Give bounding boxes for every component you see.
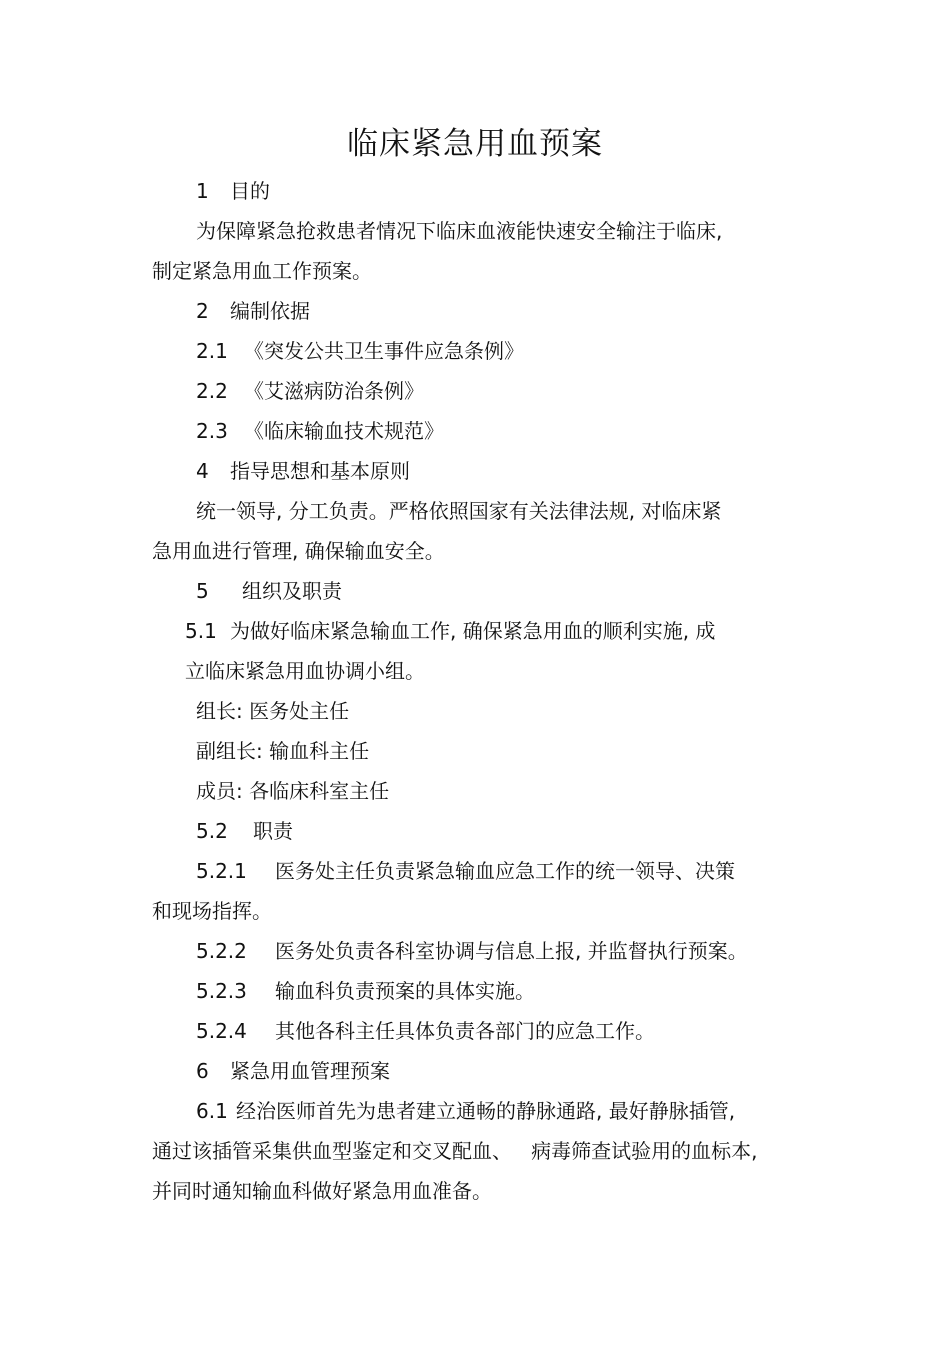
- item-text: 其他各科主任具体负责各部门的应急工作。: [275, 1019, 655, 1043]
- item-number: 5.2.2: [196, 939, 247, 963]
- member-line: [196, 697, 349, 725]
- section-text: 组织及职责: [242, 579, 342, 603]
- list-item: [196, 817, 293, 845]
- item-number: 2.2: [196, 379, 228, 403]
- paragraph-text: 制定紧急用血工作预案。: [152, 259, 372, 283]
- list-item: [196, 977, 535, 1005]
- section-heading: [196, 457, 410, 485]
- paragraph-text: 统一领导, 分工负责。严格依照国家有关法律法规, 对临床紧: [196, 499, 722, 523]
- member-line: [196, 777, 389, 805]
- item-number: 5.2: [196, 819, 228, 843]
- section-text: 紧急用血管理预案: [230, 1059, 390, 1083]
- paragraph-text: 为保障紧急抢救患者情况下临床血液能快速安全输注于临床,: [196, 219, 723, 243]
- list-item: [196, 337, 524, 365]
- item-text: 《临床输血技术规范》: [244, 419, 444, 443]
- section-heading: [196, 1057, 390, 1085]
- paragraph-line: [152, 1177, 492, 1205]
- paragraph-line: [185, 657, 425, 685]
- paragraph-line: [196, 497, 721, 525]
- section-heading: [196, 577, 342, 605]
- paragraph-text: 立临床紧急用血协调小组。: [185, 659, 425, 683]
- section-heading: [196, 297, 310, 325]
- section-number: 6: [196, 1059, 209, 1083]
- paragraph-text: 通过该插管采集供血型鉴定和交叉配血、 病毒筛查试验用的血标本,: [152, 1139, 758, 1163]
- paragraph-line: [152, 1137, 757, 1165]
- item-text: 经治医师首先为患者建立通畅的静脉通路, 最好静脉插管,: [236, 1099, 736, 1123]
- paragraph-line: [152, 897, 272, 925]
- item-number: 6.1: [196, 1099, 228, 1123]
- item-number: 5.2.4: [196, 1019, 247, 1043]
- member-text: 副组长: 输血科主任: [196, 739, 370, 763]
- paragraph-line: [152, 257, 372, 285]
- item-number: 5.2.1: [196, 859, 247, 883]
- paragraph-text: 和现场指挥。: [152, 899, 272, 923]
- document-title: 临床紧急用血预案: [347, 126, 603, 162]
- list-item: [196, 857, 735, 885]
- section-number: 1: [196, 179, 209, 203]
- item-text: 职责: [253, 819, 293, 843]
- section-heading: [196, 177, 270, 205]
- item-text: 医务处负责各科室协调与信息上报, 并监督执行预案。: [275, 939, 748, 963]
- item-text: 医务处主任负责紧急输血应急工作的统一领导、决策: [275, 859, 735, 883]
- section-number: 4: [196, 459, 209, 483]
- paragraph-line: [152, 537, 445, 565]
- item-text: 《艾滋病防治条例》: [244, 379, 424, 403]
- section-number: 5: [196, 579, 209, 603]
- item-text: 《突发公共卫生事件应急条例》: [244, 339, 524, 363]
- item-number: 2.3: [196, 419, 228, 443]
- list-item: [196, 1097, 735, 1125]
- list-item: [185, 617, 715, 645]
- item-text: 为做好临床紧急输血工作, 确保紧急用血的顺利实施, 成: [230, 619, 716, 643]
- list-item: [196, 417, 444, 445]
- item-number: 5.2.3: [196, 979, 247, 1003]
- section-text: 目的: [230, 179, 270, 203]
- section-text: 编制依据: [230, 299, 310, 323]
- section-text: 指导思想和基本原则: [230, 459, 410, 483]
- member-text: 组长: 医务处主任: [196, 699, 350, 723]
- section-number: 2: [196, 299, 209, 323]
- list-item: [196, 937, 748, 965]
- paragraph-text: 并同时通知输血科做好紧急用血准备。: [152, 1179, 492, 1203]
- item-text: 输血科负责预案的具体实施。: [275, 979, 535, 1003]
- item-number: 5.1: [185, 619, 217, 643]
- member-line: [196, 737, 369, 765]
- list-item: [196, 1017, 655, 1045]
- list-item: [196, 377, 424, 405]
- paragraph-line: [196, 217, 722, 245]
- member-text: 成员: 各临床科室主任: [196, 779, 390, 803]
- item-number: 2.1: [196, 339, 228, 363]
- paragraph-text: 急用血进行管理, 确保输血安全。: [152, 539, 445, 563]
